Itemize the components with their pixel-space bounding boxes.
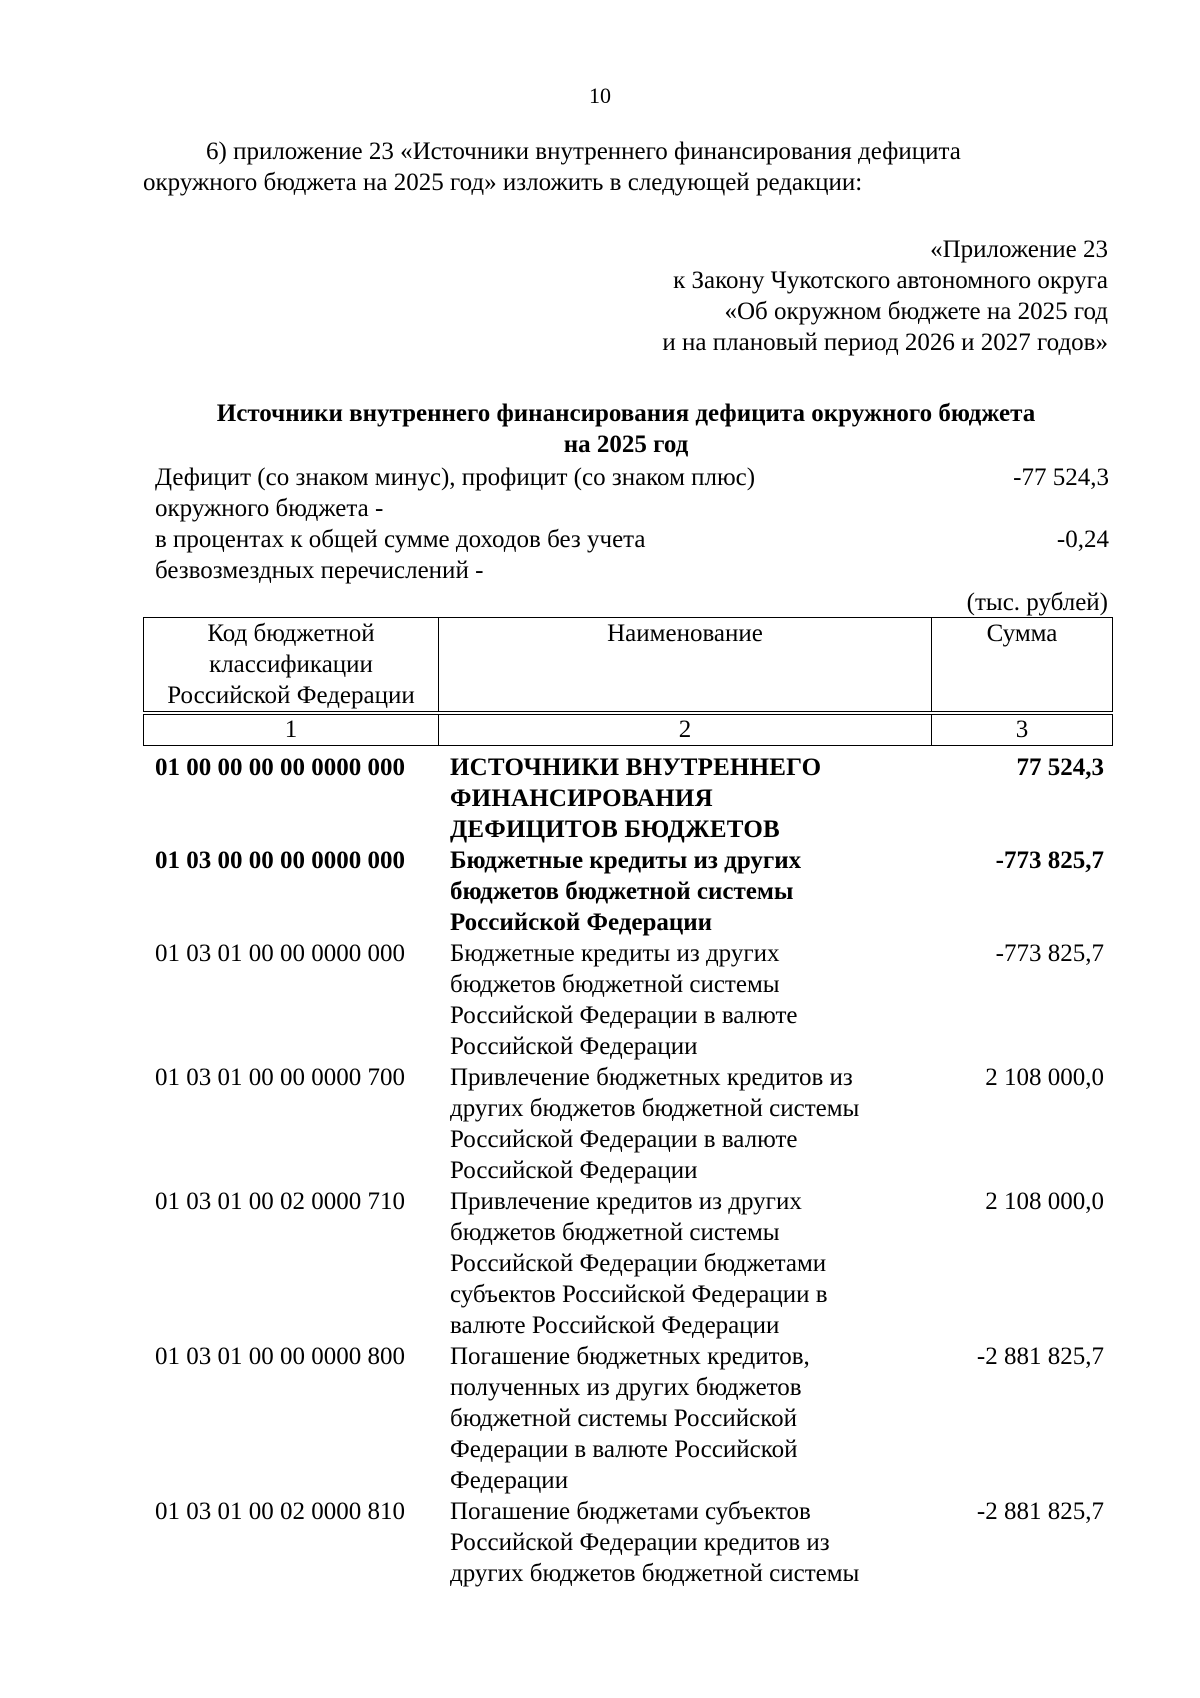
row-name-line: других бюджетов бюджетной системы: [450, 1095, 860, 1122]
deficit-label-line-1: Дефицит (со знаком минус), профицит (со знаком плюс): [155, 464, 756, 491]
table-row: [143, 1496, 1112, 1589]
row-amount: 2 108 000,0: [985, 1188, 1104, 1215]
row-name-line: Российской Федерации: [450, 909, 713, 936]
col-number-2: 2: [439, 715, 932, 746]
row-amount: -2 881 825,7: [976, 1498, 1104, 1525]
intro-line-1: 6) приложение 23 «Источники внутреннего финансирования дефицита: [206, 138, 961, 165]
row-amount: 77 524,3: [1016, 754, 1104, 781]
row-name-line: субъектов Российской Федерации в: [450, 1281, 828, 1308]
document-title: [143, 398, 1109, 460]
percent-label-line-2: безвозмездных перечислений -: [155, 557, 484, 584]
row-amount: -773 825,7: [995, 940, 1104, 967]
row-name-line: Привлечение бюджетных кредитов из: [450, 1064, 853, 1091]
row-name-line: Бюджетные кредиты из других: [450, 847, 802, 874]
header-code-line-3: Российской Федерации: [167, 682, 415, 709]
page-number: 10: [589, 83, 611, 108]
row-name-line: ДЕФИЦИТОВ БЮДЖЕТОВ: [450, 816, 780, 843]
percent-label-line-1: в процентах к общей сумме доходов без учета: [155, 526, 646, 553]
table-row: [143, 938, 1112, 1062]
header-sum: Сумма: [932, 618, 1113, 712]
row-name: [438, 938, 931, 1062]
col-number-1: 1: [144, 715, 439, 746]
row-name: [438, 1496, 931, 1589]
row-name-line: валюте Российской Федерации: [450, 1312, 780, 1339]
row-code: 01 00 00 00 00 0000 000: [155, 754, 405, 781]
appendix-ref-line-1: «Приложение 23: [930, 236, 1108, 263]
header-name: Наименование: [439, 618, 932, 712]
intro-paragraph: [143, 136, 1109, 198]
row-name-line: Российской Федерации в валюте: [450, 1002, 798, 1029]
table-row: [143, 1186, 1112, 1341]
row-name-line: Погашение бюджетами субъектов: [450, 1498, 811, 1525]
table-row: [143, 1341, 1112, 1496]
row-name: [438, 1062, 931, 1186]
row-name-line: полученных из других бюджетов: [450, 1374, 802, 1401]
table-row: [143, 752, 1112, 845]
deficit-summary: [155, 462, 1109, 524]
percent-label: [155, 524, 855, 586]
row-name-line: других бюджетов бюджетной системы: [450, 1560, 860, 1587]
table-header: [143, 617, 1113, 746]
row-code: 01 03 01 00 00 0000 700: [155, 1064, 405, 1091]
row-name-line: Российской Федерации: [450, 1157, 698, 1184]
row-code: 01 03 00 00 00 0000 000: [155, 847, 405, 874]
units-note: (тыс. рублей): [966, 589, 1108, 616]
row-name: [438, 1341, 931, 1496]
row-code: 01 03 01 00 02 0000 810: [155, 1498, 405, 1525]
intro-line-2: окружного бюджета на 2025 год» изложить в следующей редакции:: [143, 169, 863, 196]
deficit-value: -77 524,3: [1013, 464, 1109, 491]
percent-summary: [155, 524, 1109, 586]
title-line-2: на 2025 год: [563, 431, 689, 458]
row-name-line: Бюджетные кредиты из других: [450, 940, 780, 967]
deficit-label: [155, 462, 855, 524]
row-code: 01 03 01 00 00 0000 800: [155, 1343, 405, 1370]
appendix-ref-line-2: к Закону Чукотского автономного округа: [673, 267, 1108, 294]
row-amount: -2 881 825,7: [976, 1343, 1104, 1370]
table-row: [143, 845, 1112, 938]
percent-value: -0,24: [1056, 526, 1109, 553]
row-name-line: Российской Федерации в валюте: [450, 1126, 798, 1153]
row-name-line: бюджетной системы Российской: [450, 1405, 797, 1432]
table-row: [143, 1062, 1112, 1186]
row-amount: -773 825,7: [995, 847, 1104, 874]
header-code: [144, 618, 439, 712]
header-code-line-2: классификации: [209, 651, 373, 678]
appendix-ref-line-3: «Об окружном бюджете на 2025 год: [724, 298, 1108, 325]
header-code-line-1: Код бюджетной: [207, 620, 375, 647]
col-number-3: 3: [932, 715, 1113, 746]
appendix-reference: [662, 234, 1108, 358]
row-name-line: Российской Федерации бюджетами: [450, 1250, 827, 1277]
row-name-line: ИСТОЧНИКИ ВНУТРЕННЕГО: [450, 754, 822, 781]
row-name-line: Привлечение кредитов из других: [450, 1188, 802, 1215]
row-code: 01 03 01 00 00 0000 000: [155, 940, 405, 967]
appendix-ref-line-4: и на плановый период 2026 и 2027 годов»: [662, 329, 1108, 356]
row-name-line: Российской Федерации кредитов из: [450, 1529, 830, 1556]
table-body: [143, 752, 1112, 1589]
row-name: [438, 752, 931, 845]
row-code: 01 03 01 00 02 0000 710: [155, 1188, 405, 1215]
row-name-line: Федерации в валюте Российской: [450, 1436, 798, 1463]
row-name: [438, 1186, 931, 1341]
row-name-line: Погашение бюджетных кредитов,: [450, 1343, 810, 1370]
row-name-line: ФИНАНСИРОВАНИЯ: [450, 785, 713, 812]
row-name-line: бюджетов бюджетной системы: [450, 1219, 780, 1246]
row-name-line: Российской Федерации: [450, 1033, 698, 1060]
row-name-line: Федерации: [450, 1467, 569, 1494]
row-name-line: бюджетов бюджетной системы: [450, 971, 780, 998]
deficit-label-line-2: окружного бюджета -: [155, 495, 384, 522]
row-amount: 2 108 000,0: [985, 1064, 1104, 1091]
title-line-1: Источники внутреннего финансирования дефицита окружного бюджета: [216, 400, 1036, 427]
row-name: [438, 845, 931, 938]
row-name-line: бюджетов бюджетной системы: [450, 878, 794, 905]
